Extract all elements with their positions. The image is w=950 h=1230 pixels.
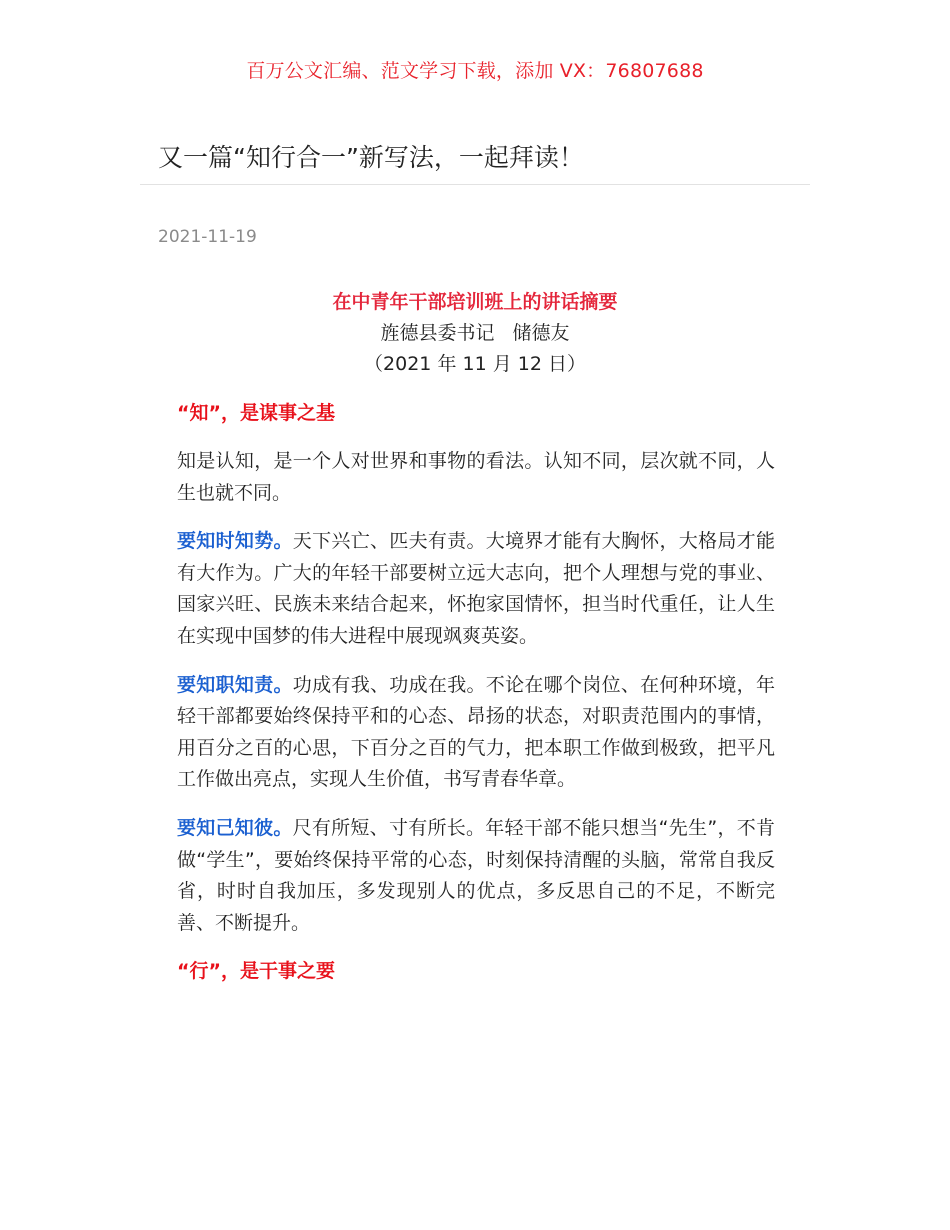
section-intro-paragraph: 知是认知，是一个人对世界和事物的看法。认知不同，层次就不同，人生也就不同。	[177, 450, 775, 504]
speech-author: 旌德县委书记 储德友	[380, 322, 570, 344]
speech-title: 在中青年干部培训班上的讲话摘要	[332, 291, 618, 313]
article-body	[177, 398, 775, 1004]
point-text: 天下兴亡、匹夫有责。大境界才能有大胸怀，大格局才能有大作为。广大的年轻干部要树立远大志向，把个人理想与党的事业、国家兴旺、民族未来结合起来，怀抱家国情怀，担当时代重任，让人生在实现中国梦的伟大进程中展现飒爽英姿。	[177, 530, 775, 647]
point-paragraph-time-trend	[177, 526, 775, 652]
point-lead: 要知职知责。	[177, 673, 293, 696]
point-paragraph-self	[177, 813, 775, 939]
point-text: 尺有所短、寸有所长。年轻干部不能只想当“先生”，不肯做“学生”，要始终保持平常的心态，时刻保持清醒的头脑，常常自我反省，时时自我加压，多发现别人的优点，多反思自己的不足，不断完善、不断提升。	[177, 816, 775, 934]
section-heading-xing: “行”，是干事之要	[177, 960, 335, 983]
point-text: 功成有我、功成在我。不论在哪个岗位、在何种环境，年轻干部都要始终保持平和的心态、昂扬的状态，对职责范围内的事情，用百分之百的心思，下百分之百的气力，把本职工作做到极致，把平凡工作做出亮点，实现人生价值，书写青春华章。	[177, 673, 775, 791]
point-paragraph-duty	[177, 670, 775, 796]
speech-date: （2021 年 11 月 12 日）	[364, 353, 586, 375]
top-banner: 百万公文汇编、范文学习下载，添加 VX：76807688	[246, 60, 704, 82]
point-lead: 要知时知势。	[177, 530, 293, 553]
speech-header	[0, 287, 950, 380]
article-date: 2021-11-19	[158, 227, 257, 247]
point-lead: 要知己知彼。	[177, 816, 293, 839]
title-divider	[140, 184, 810, 185]
section-heading-zhi: “知”，是谋事之基	[177, 402, 335, 424]
article-title: 又一篇“知行合一”新写法，一起拜读！	[158, 143, 584, 172]
